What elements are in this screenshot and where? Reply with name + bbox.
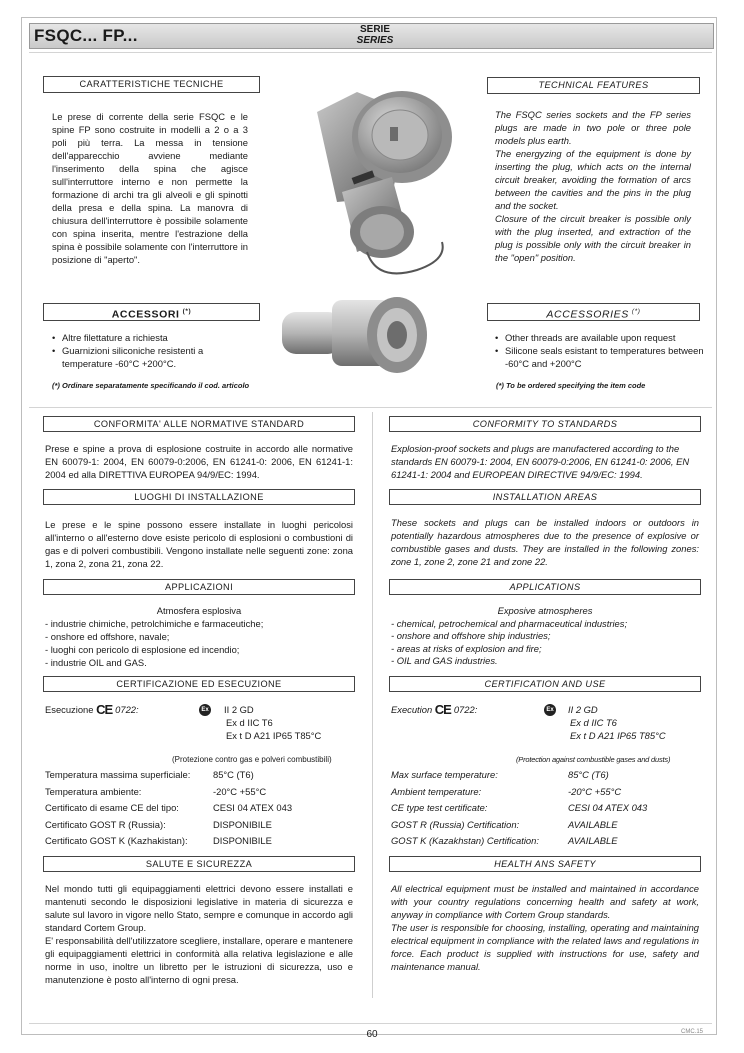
installation-text-it: Le prese e le spine possono essere installate in luoghi pericolosi all'interno o all'esterno dove esiste pericolo di esplosioni o combustioni di gas e di polveri combustibili. Vengono installate nelle seguenti zone: zona 1, zona 2, zona 21, zona 22. (45, 519, 353, 569)
applications-heading-en: APPLICATIONS (389, 579, 701, 595)
installation-heading-it: LUOGHI DI INSTALLAZIONE (43, 489, 355, 505)
applications-heading-it: APPLICAZIONI (43, 579, 355, 595)
marking-block-en (568, 703, 666, 742)
column-divider (372, 412, 373, 998)
marking-line: Ex t D A21 IP65 T85°C (570, 730, 666, 741)
spec-value: 85°C (T6) (213, 769, 254, 780)
notified-body-number: 0722: (453, 704, 478, 715)
accessories-footnote-mark: (*) (182, 308, 192, 315)
socket-product-photo (297, 82, 487, 282)
marking-block-it (224, 703, 321, 742)
accessories-heading-label: ACCESSORIES (546, 308, 629, 321)
applications-block-en (391, 605, 699, 668)
execution-label: Execution (391, 704, 433, 715)
list-item: - chemical, petrochemical and pharmaceutical industries; (391, 617, 628, 629)
list-item: - OIL and GAS industries. (391, 655, 498, 666)
spec-label: Certificato GOST R (Russia): (45, 818, 166, 830)
spec-value: CESI 04 ATEX 043 (568, 802, 648, 813)
certification-heading-it: CERTIFICAZIONE ED ESECUZIONE (43, 676, 355, 692)
tech-features-text-it: Le prese di corrente della serie FSQC e le spine FP sono costruite in modelli a 2 o a 3 poli più terra. La messa in tensione dell'apparecchio avviene mediante l'inserimento della spina che agisce sull'interruttore interno e non permette la formazione di archi tra gli alveoli e gli spinotti della presa e della spina. La manovra di chiusura dell'interruttore è possibile solamente con spina inserita, mentre l'estrazione della spina è possibile solamente con l'interruttore in posizione di "aperto". (52, 111, 248, 265)
spec-value: DISPONIBILE (213, 818, 272, 830)
series-label-it: SERIE (359, 24, 390, 35)
spec-label: Temperatura ambiente: (45, 785, 142, 797)
safety-text-it (45, 882, 353, 986)
spec-label: GOST R (Russia) Certification: (391, 818, 520, 830)
spec-value: CESI 04 ATEX 043 (213, 802, 293, 813)
accessories-heading-en (487, 303, 700, 321)
specs-table-en (391, 767, 698, 850)
safety-text-en (391, 882, 699, 973)
installation-text-en: These sockets and plugs can be installed indoors or outdoors in potentially hazardous atmospheres due to the presence of explosive or combustible gases and dusts. They are installed in the following zones: zone 1, zone 2, zone 21 and zone 22. (391, 517, 699, 567)
protection-note-it: (Protezione contro gas e polveri combustibili) (172, 755, 332, 764)
plug-product-photo (272, 290, 472, 382)
tech-paragraph: The energyzing of the equipment is done by inserting the plug, which acts on the internal circuit breaker, avoiding the formation of arcs between the cavities and the pins in the plug and the socket. (495, 148, 691, 211)
safety-paragraph: The user is responsible for choosing, installing, operating and maintaining electrical equipment in compliance with the related laws and regulations in force. Each product is supplied with instructions for use, safety and maintenance manual. (391, 922, 699, 972)
marking-line: II 2 GD (568, 704, 598, 715)
list-item: • Silicone seals esistant to temperatures between -60°C and +200°C (495, 344, 705, 370)
spec-label: Certificato GOST K (Kazhakistan): (45, 835, 188, 846)
conformity-text-it: Prese e spine a prova di esplosione costruite in accordo alle normative EN 60079-1: 2004, EN 60079-0:2006, EN 61241-0: 2006, EN 61241-1: 2004 ed alla DIRETTIVA EUROPEA 94/9/EC: 1994. (45, 443, 353, 480)
tech-features-text-en (495, 108, 691, 264)
list-item: • Other threads are available upon request (495, 331, 705, 344)
accessories-list-it (52, 331, 250, 370)
list-item: - onshore ed offshore, navale; (45, 631, 170, 642)
protection-note-en: (Protection against combustible gases and dusts) (516, 755, 671, 764)
certification-heading-en: CERTIFICATION AND USE (389, 676, 701, 692)
list-item: - industrie OIL and GAS. (45, 657, 147, 668)
spec-value: 85°C (T6) (568, 769, 609, 780)
notified-body-number: 0722: (115, 704, 139, 715)
document-code: CMC.15 (681, 1029, 704, 1035)
spec-label: GOST K (Kazakhstan) Certification: (391, 835, 539, 846)
spec-value: AVAILABLE (568, 835, 618, 846)
list-item: - areas at risks of explosion and fire; (391, 642, 542, 654)
marking-line: Ex t D A21 IP65 T85°C (226, 730, 322, 741)
spec-label: Certificato di esame CE del tipo: (45, 802, 179, 813)
list-item: • Altre filettature a richiesta (52, 331, 250, 344)
execution-label: Esecuzione (45, 704, 94, 715)
page-number: 60 (366, 1029, 378, 1040)
accessories-heading-label: ACCESSORI (111, 308, 180, 321)
marking-line: Ex d IIC T6 (226, 717, 273, 728)
safety-paragraph: E' responsabilità dell'utilizzatore scegliere, installare, operare e mantenere gli equipaggiamenti elettrici in conformità alla relativa legislazione e alle norme in uso, inoltre un libretto per le istruzioni di sicurezza, uso e manutenzione è posto all'interno di ogni presa. (45, 935, 353, 985)
applications-block-it (45, 604, 353, 669)
tech-paragraph: The FSQC series sockets and the FP series plugs are made in two pole or three pole models plus earth. (495, 109, 691, 146)
ex-mark-icon: Ex (544, 704, 556, 716)
accessories-footnote-mark: (*) (631, 308, 641, 315)
tech-paragraph: Closure of the circuit breaker is possible only with the plug inserted, and extraction of the plug is possible only with the circuit breaker in the "open" position. (495, 213, 691, 263)
accessories-list-en (495, 331, 705, 370)
ce-mark-icon: CE (96, 702, 113, 717)
spec-value: -20°C +55°C (213, 785, 267, 797)
list-item: - industrie chimiche, petrolchimiche e farmaceutiche; (45, 618, 264, 629)
safety-heading-en: HEALTH ANS SAFETY (389, 856, 701, 872)
ex-mark-icon: Ex (199, 704, 211, 716)
spec-label: Temperatura massima superficiale: (45, 769, 191, 780)
list-item: - luoghi con pericolo di esplosione ed incendio; (45, 644, 240, 655)
footer-rule (29, 1023, 712, 1024)
marking-line: Ex d IIC T6 (570, 717, 617, 728)
safety-paragraph: All electrical equipment must be installed and maintained in accordance with your country regulations concerning health and safety at work, anyway in compliance with Cortem Group standards. (391, 883, 699, 920)
applications-subheading: Exposive atmospheres (497, 605, 593, 616)
tech-features-heading-en: TECHNICAL FEATURES (487, 77, 700, 94)
installation-heading-en: INSTALLATION AREAS (389, 489, 701, 505)
header-rule (29, 52, 712, 53)
conformity-heading-it: CONFORMITA' ALLE NORMATIVE STANDARD (43, 416, 355, 432)
section-rule (29, 407, 712, 408)
list-item: • Guarnizioni siliconiche resistenti a temperature -60°C +200°C. (52, 344, 250, 370)
execution-line-en (391, 703, 477, 716)
spec-label: Max surface temperature: (391, 769, 498, 780)
safety-paragraph: Nel mondo tutti gli equipaggiamenti elettrici devono essere installati e mantenuti secondo le disposizioni legislative in materia di sicurezza e salute sul lavoro in vigore nello Stato, sempre e comunque in accordo agli standard Cortem Group. (45, 883, 353, 933)
safety-heading-it: SALUTE E SICUREZZA (43, 856, 355, 872)
tech-features-heading-it: CARATTERISTICHE TECNICHE (43, 76, 260, 93)
conformity-heading-en: CONFORMITY TO STANDARDS (389, 416, 701, 432)
spec-label: Ambient temperature: (391, 785, 482, 797)
ce-mark-icon: CE (434, 702, 451, 717)
page-title: FSQC... FP... (34, 26, 138, 45)
accessories-note-en: (*) To be ordered specifying the item code (496, 381, 646, 390)
series-label-en: SERIES (356, 35, 394, 46)
specs-table-it (45, 767, 343, 850)
series-label (340, 24, 410, 46)
conformity-text-en: Explosion-proof sockets and plugs are manufactered according to the standards EN 60079-1: 2004, EN 60079-0:2006, EN 61241-0: 2006, EN 61241-1: 2004 and EUROPEAN DIRECTIVE 94/9/EC: 1994. (391, 443, 690, 480)
execution-line-it (45, 703, 139, 716)
spec-value: DISPONIBILE (213, 835, 272, 846)
spec-label: CE type test certificate: (391, 802, 488, 813)
marking-line: II 2 GD (224, 704, 254, 715)
accessories-note-it: (*) Ordinare separatamente specificando il cod. articolo (52, 381, 250, 390)
accessories-heading-it (43, 303, 260, 321)
list-item: - onshore and offshore ship industries; (391, 630, 551, 641)
applications-subheading: Atmosfera esplosiva (156, 605, 242, 616)
spec-value: AVAILABLE (568, 818, 618, 830)
spec-value: -20°C +55°C (568, 785, 622, 797)
